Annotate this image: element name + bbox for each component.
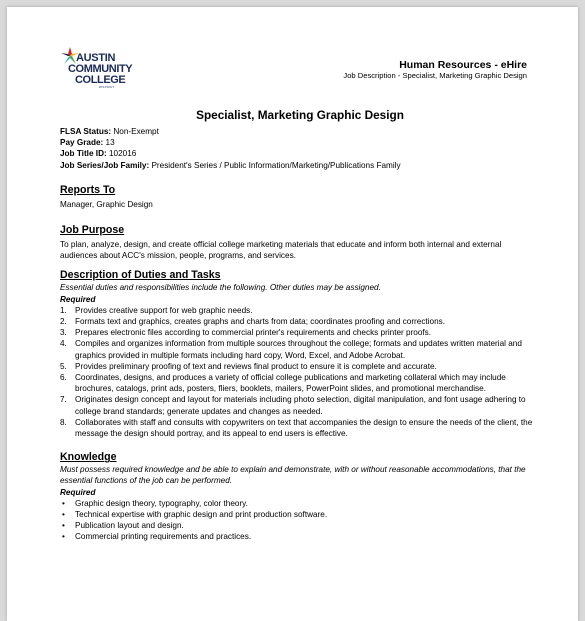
document-page xyxy=(7,7,578,621)
list-item xyxy=(60,372,540,394)
item-text: Provides preliminary proofing of text and reviews final product to ensure it is complete and accurate. xyxy=(75,361,437,371)
list-item xyxy=(60,338,540,360)
acc-logo xyxy=(61,47,131,97)
list-item xyxy=(60,305,540,316)
meta-value: 102016 xyxy=(106,149,137,159)
document-body xyxy=(60,108,540,543)
item-text: Originates design concept and layout for materials including photo selection, digital manipulation, and font usage adhering to college brand standards; generate updates and changes as needed. xyxy=(75,395,526,416)
list-item xyxy=(60,361,540,372)
duties-list xyxy=(60,305,540,439)
list-item: • Publication layout and design. xyxy=(60,520,540,531)
meta-value: President's Series / Public Information/Marketing/Publications Family xyxy=(149,160,401,170)
item-number: 1. xyxy=(60,305,67,315)
meta-job-title-id xyxy=(60,148,540,159)
list-item: • Graphic design theory, typography, color theory. xyxy=(60,498,540,509)
meta-job-series xyxy=(60,160,540,171)
job-meta xyxy=(60,126,540,171)
knowledge-required-label: Required xyxy=(60,487,96,497)
item-number: 2. xyxy=(60,317,67,327)
item-text: Formats text and graphics, creates graphs and charts from data; coordinates proofing and corrections. xyxy=(75,317,445,327)
item-number: 8. xyxy=(60,417,67,427)
item-text: Compiles and organizes information from multiple sources throughout the college; formats and updates written material and graphics provided in multiple formats including hard copy, Word, Excel, and Adobe Acrobat. xyxy=(75,339,522,360)
job-purpose-text: To plan, analyze, design, and create official college marketing materials that educate and inform both internal and external audiences about ACC's mission, people, programs, and services. xyxy=(60,240,502,261)
item-number: 6. xyxy=(60,373,67,383)
list-item xyxy=(60,327,540,338)
duties-required-label: Required xyxy=(60,294,96,304)
document-header xyxy=(343,59,527,81)
header-title: Human Resources - eHire xyxy=(399,59,527,71)
logo-line-austin: AUSTIN xyxy=(76,52,116,64)
item-number: 5. xyxy=(60,361,67,371)
logo-line-community: COMMUNITY xyxy=(68,63,133,75)
job-purpose-heading: Job Purpose xyxy=(60,224,125,237)
knowledge-intro: Must possess required knowledge and be able to explain and demonstrate, with or without reasonable accommodations, that the essential functions of the job can be performed. xyxy=(60,465,526,486)
meta-value: Non-Exempt xyxy=(111,127,159,136)
meta-pay-grade xyxy=(60,137,540,148)
knowledge-heading: Knowledge xyxy=(60,451,117,464)
list-item xyxy=(60,394,540,416)
header-subtitle: Job Description - Specialist, Marketing Graphic Design xyxy=(343,71,527,80)
item-text: Collaborates with staff and consults with copywriters on text that accompanies the design to ensure the needs of the client, the message the design should portray, and its appeal to end users is effective. xyxy=(75,417,533,439)
meta-label: FLSA Status: xyxy=(60,127,112,136)
reports-to-text: Manager, Graphic Design xyxy=(60,199,153,209)
duties-heading: Description of Duties and Tasks xyxy=(60,269,221,282)
list-item xyxy=(60,316,540,327)
logo-line-college: COLLEGE xyxy=(75,74,126,86)
item-number: 3. xyxy=(60,328,67,338)
item-number: 4. xyxy=(60,339,67,349)
document-title: Specialist, Marketing Graphic Design xyxy=(196,108,404,122)
list-item: • Technical expertise with graphic design and print production software. xyxy=(60,509,540,520)
meta-label: Job Title ID: xyxy=(60,149,107,159)
knowledge-list xyxy=(60,498,540,543)
item-text: Prepares electronic files according to commercial printer's requirements and checks printer proofs. xyxy=(75,328,432,338)
list-item: • Commercial printing requirements and practices. xyxy=(60,531,540,542)
reports-to-heading: Reports To xyxy=(60,183,116,196)
list-item xyxy=(60,417,540,439)
meta-label: Job Series/Job Family: xyxy=(60,160,150,170)
logo-line-district: DISTRICT xyxy=(99,85,115,89)
item-number: 7. xyxy=(60,395,67,405)
meta-flsa xyxy=(60,126,540,137)
item-text: Coordinates, designs, and produces a variety of official college publications and marketing collateral which may include brochures, catalogs, print ads, posters, fliers, booklets, mailers, PowerPoint slides, and promotional merchandise. xyxy=(75,373,506,394)
duties-intro: Essential duties and responsibilities include the following. Other duties may be assigned. xyxy=(60,283,381,293)
meta-value: 13 xyxy=(103,138,115,148)
meta-label: Pay Grade: xyxy=(60,138,104,148)
item-text: Provides creative support for web graphic needs. xyxy=(75,305,253,315)
